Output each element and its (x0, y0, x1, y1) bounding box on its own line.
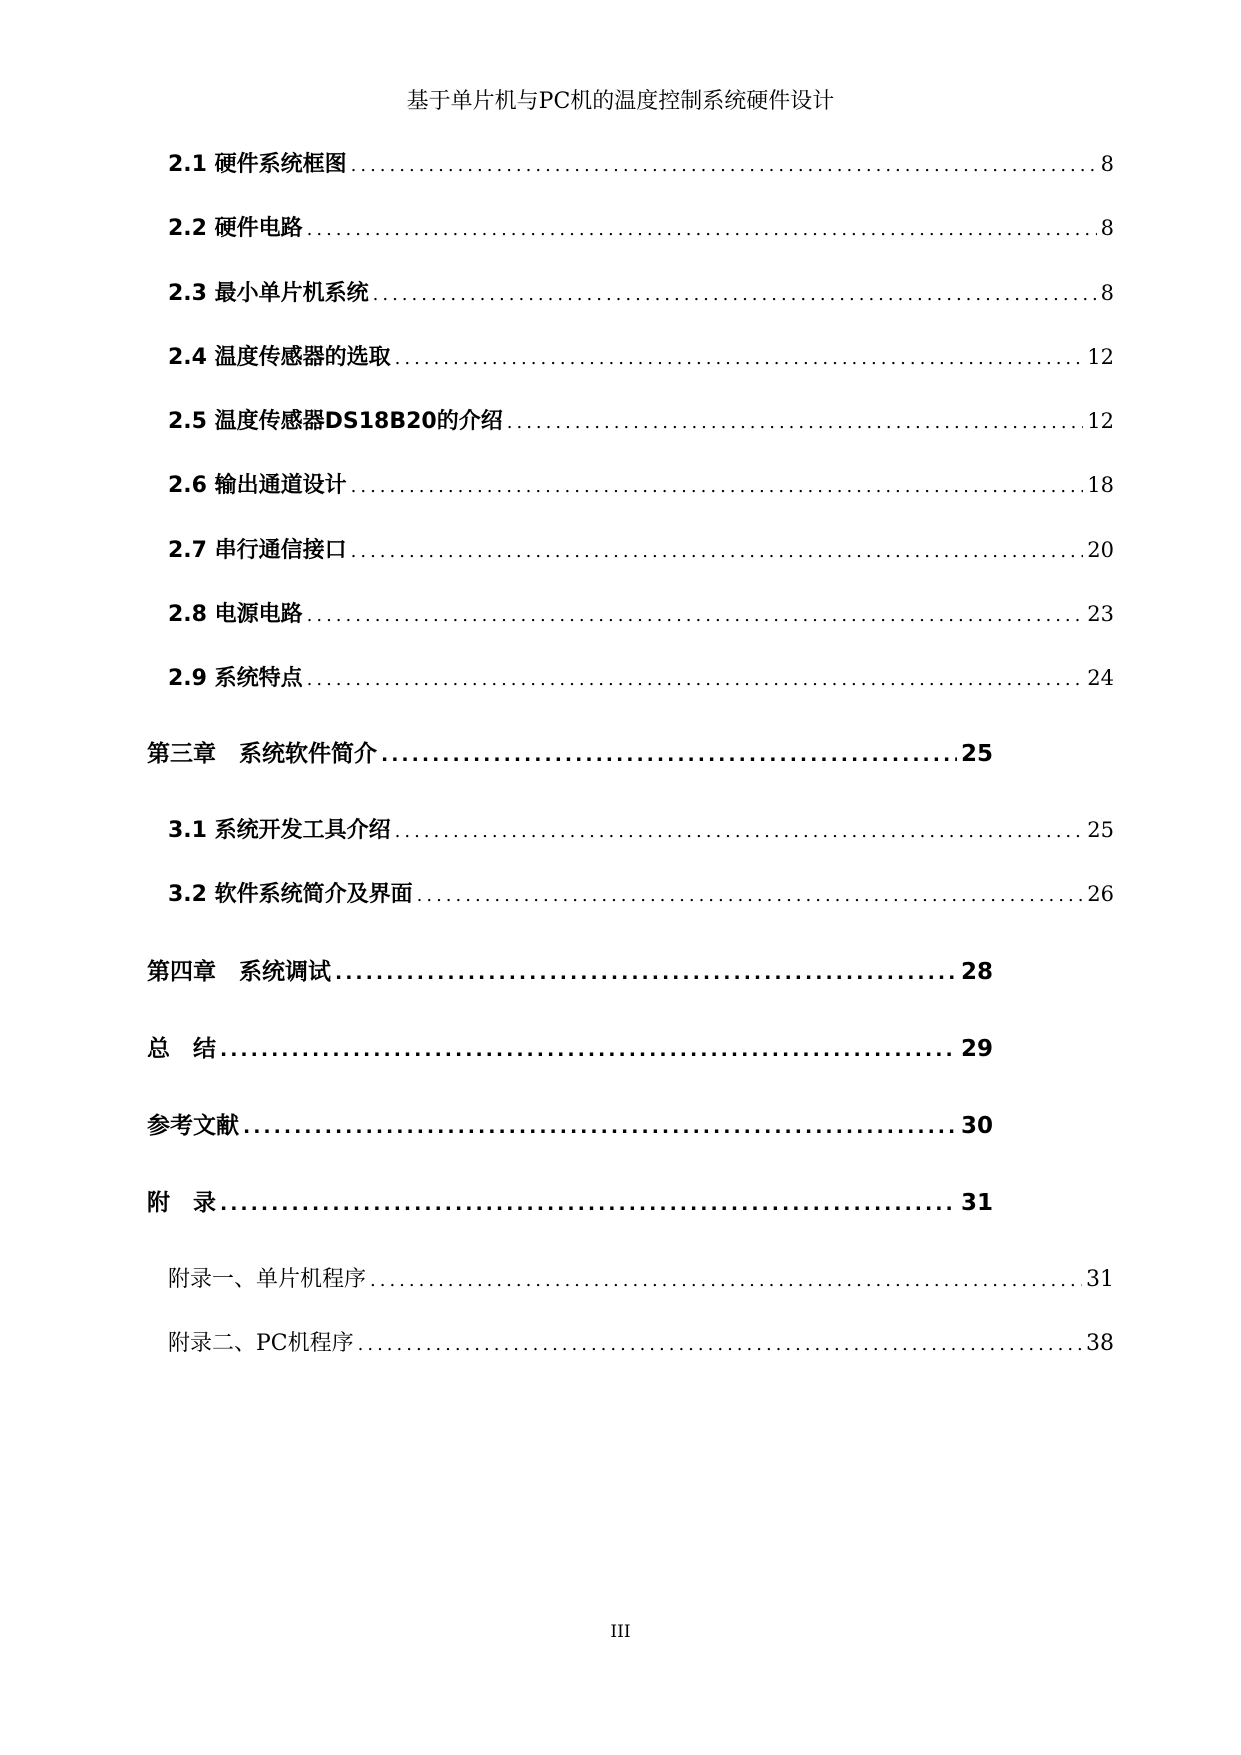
toc-entry-2-3[interactable] (168, 275, 1114, 311)
toc-leader-dots (351, 148, 1097, 182)
toc-leader-dots (381, 737, 957, 772)
toc-chapter-label: 第四章 系统调试 (147, 959, 331, 985)
toc-references[interactable] (147, 1108, 993, 1144)
toc-leader-dots (220, 1032, 957, 1067)
toc-entry-2-5[interactable] (168, 403, 1114, 439)
toc-leader-dots (395, 814, 1084, 848)
toc-summary[interactable] (147, 1031, 993, 1067)
toc-entry-label: 2.2 硬件电路 (168, 216, 303, 241)
toc-entry-page: 12 (1087, 345, 1114, 369)
page-number: III (610, 1622, 631, 1642)
toc-chapter-4[interactable] (147, 954, 993, 990)
toc-chapter-label: 第三章 系统软件简介 (147, 741, 377, 767)
toc-entry-label: 2.4 温度传感器的选取 (168, 345, 391, 370)
toc-leader-dots (370, 1263, 1082, 1298)
toc-appendix-1[interactable] (168, 1262, 1114, 1298)
toc-entry-3-1[interactable] (168, 812, 1114, 848)
toc-entry-page: 23 (1087, 602, 1114, 626)
toc-entry-page: 8 (1100, 281, 1114, 305)
running-header: 基于单片机与PC机的温度控制系统硬件设计 (406, 89, 835, 114)
toc-entry-2-8[interactable] (168, 596, 1114, 632)
toc-entry-label: 3.1 系统开发工具介绍 (168, 818, 391, 843)
toc-entry-page: 24 (1087, 666, 1114, 690)
toc-entry-page: 20 (1087, 538, 1114, 562)
toc-entry-label: 2.3 最小单片机系统 (168, 281, 369, 306)
toc-entry-page: 12 (1087, 409, 1114, 433)
toc-entry-page: 18 (1087, 473, 1114, 497)
toc-chapter-page: 30 (960, 1113, 993, 1139)
toc-entry-label: 3.2 软件系统简介及界面 (168, 882, 413, 907)
toc-entry-label: 2.6 输出通道设计 (168, 473, 347, 498)
toc-leader-dots (307, 662, 1084, 696)
toc-leader-dots (307, 598, 1084, 632)
toc-entry-2-4[interactable] (168, 339, 1114, 375)
toc-entry-2-2[interactable] (168, 210, 1114, 246)
toc-leader-dots (395, 341, 1084, 375)
toc-entry-2-7[interactable] (168, 532, 1114, 568)
toc-leader-dots (417, 878, 1084, 912)
toc-chapter-page: 29 (960, 1036, 993, 1062)
toc-leader-dots (220, 1186, 957, 1221)
toc-chapter-label: 总 结 (147, 1036, 216, 1062)
toc-chapter-page: 25 (960, 741, 993, 767)
toc-chapter-page: 31 (960, 1190, 993, 1216)
toc-entry-page: 25 (1087, 818, 1114, 842)
toc-appendix-2[interactable] (168, 1326, 1114, 1362)
toc-entry-label: 2.5 温度传感器DS18B20的介绍 (168, 409, 503, 434)
toc-entry-label: 附录二、PC机程序 (168, 1331, 354, 1356)
toc-leader-dots (335, 955, 957, 990)
toc-leader-dots (373, 277, 1097, 311)
toc-chapter-3[interactable] (147, 736, 993, 772)
toc-entry-label: 2.7 串行通信接口 (168, 538, 347, 563)
toc-entry-2-6[interactable] (168, 467, 1114, 503)
toc-chapter-page: 28 (960, 959, 993, 985)
toc-entry-2-1[interactable] (168, 146, 1114, 182)
toc-entry-label: 2.1 硬件系统框图 (168, 152, 347, 177)
toc-entry-2-9[interactable] (168, 660, 1114, 696)
toc-entry-page: 38 (1086, 1331, 1114, 1356)
toc-leader-dots (351, 469, 1084, 503)
toc-leader-dots (307, 212, 1097, 246)
toc-entry-page: 26 (1087, 882, 1114, 906)
toc-leader-dots (507, 405, 1084, 439)
toc-entry-page: 8 (1100, 216, 1114, 240)
toc-entry-page: 31 (1086, 1267, 1114, 1292)
toc-leader-dots (358, 1327, 1082, 1362)
toc-chapter-label: 附 录 (147, 1190, 216, 1216)
toc-entry-label: 2.9 系统特点 (168, 666, 303, 691)
toc-leader-dots (351, 534, 1084, 568)
toc-entry-label: 2.8 电源电路 (168, 602, 303, 627)
toc-appendix[interactable] (147, 1185, 993, 1221)
toc-chapter-label: 参考文献 (147, 1113, 239, 1139)
toc-entry-page: 8 (1100, 152, 1114, 176)
toc-entry-label: 附录一、单片机程序 (168, 1267, 367, 1292)
toc-entry-3-2[interactable] (168, 876, 1114, 912)
toc-leader-dots (243, 1109, 957, 1144)
